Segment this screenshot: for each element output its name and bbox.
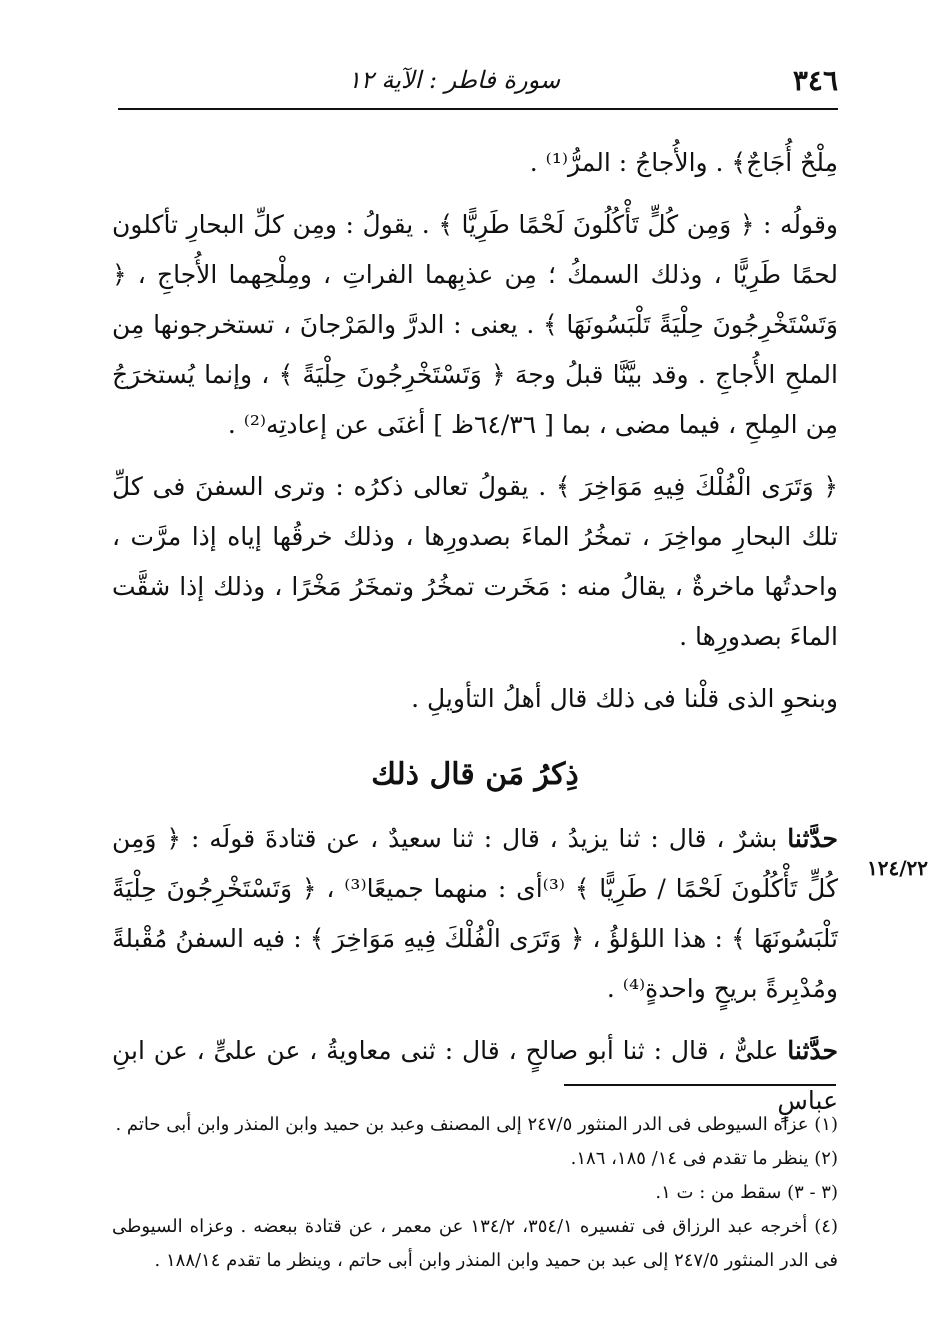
paragraph-5 <box>112 814 838 1014</box>
paragraph-1: مِلْحٌ أُجَاجٌ﴾ . والأُجاجُ : المرُّ⁽¹⁾ . <box>529 148 838 177</box>
footnote-4: (٤) أخرجه عبد الرزاق فى تفسيره ٣٥٤/١، ١٣٤/٢ عن معمر ، عن قتادة ببعضه . وعزاه السيوطى فى الدر المنثور ٢٤٧/٥ إلى عبد بن حميد وابن المنذر وابن أبى حاتم ، وينظر ما تقدم ١٨٨/١٤ . <box>112 1216 838 1271</box>
footnotes <box>112 1108 838 1278</box>
page-header <box>118 52 838 110</box>
paragraph-3: ﴿ وَتَرَى الْفُلْكَ فِيهِ مَوَاخِرَ ﴾ . يقولُ تعالى ذكرُه : وترى السفنَ فى كلِّ تلك البحارِ مواخِرَ ، تمخُرُ الماءَ بصدورِها ، وذلك خرقُها إياه إذا مرَّت ، واحدتُها ماخرةٌ ، يقالُ منه : مَخَرت تمخُرُ وتمخَرُ مَخْرًا ، وذلك إذا شقَّت الماءَ بصدورِها . <box>112 472 838 651</box>
paragraph-5-text: بشرٌ ، قال : ثنا يزيدُ ، قال : ثنا سعيدٌ ، عن قتادةَ قولَه : ﴿ وَمِن كُلٍّ تَأْكُلُونَ لَحْمًا / طَرِيًّا ﴾ ⁽³⁾أى : منهما جميعًا⁽³⁾ ، ﴿ وَتَسْتَخْرِجُونَ حِلْيَةً تَلْبَسُونَهَا ﴾ : هذا اللؤلؤُ ، ﴿ وَتَرَى الْفُلْكَ فِيهِ مَوَاخِرَ ﴾ : فيه السفنُ مُقْبلةً ومُدْبِرةً بريحٍ واحدةٍ⁽⁴⁾ . <box>112 824 838 1003</box>
footnote-separator <box>564 1084 836 1086</box>
margin-reference: ١٢٤/٢٢ <box>866 856 928 880</box>
paragraph-2: وقولُه : ﴿ وَمِن كُلٍّ تَأْكُلُونَ لَحْمًا طَرِيًّا ﴾ . يقولُ : ومِن كلِّ البحارِ تأكلون لحمًا طَرِيًّا ، وذلك السمكُ ؛ مِن عذبِهما الفراتِ ، ومِلْحِهما الأُجاجِ ، ﴿ وَتَسْتَخْرِجُونَ حِلْيَةً تَلْبَسُونَهَا ﴾ . يعنى : الدرَّ والمَرْجانَ ، تستخرجونها مِن الملحِ الأُجاجِ . وقد بيَّنَّا قبلُ وجهَ ﴿ وَتَسْتَخْرِجُونَ حِلْيَةً ﴾ ، وإنما يُستخرَجُ مِن المِلحِ ، فيما مضى ، بما [ ٦٤/٣٦ظ ] أغنَى عن إعادتِه⁽²⁾ . <box>112 210 838 439</box>
paragraph-4: وبنحوِ الذى قلْنا فى ذلك قال أهلُ التأويلِ . <box>411 684 838 713</box>
footnote-2: (٢) ينظر ما تقدم فى ١٤/ ١٨٥، ١٨٦. <box>570 1148 838 1169</box>
narration-lead: حدَّثنا <box>787 1036 838 1065</box>
section-heading: ذِكرُ مَن قال ذلك <box>371 757 579 792</box>
footnote-1: (١) عزاه السيوطى فى الدر المنثور ٢٤٧/٥ إلى المصنف وعبد بن حميد وابن المنذر وابن أبى حاتم . <box>115 1114 838 1135</box>
narration-lead: حدَّثنا <box>787 824 838 853</box>
paragraph-6-text: علىٌّ ، قال : ثنا أبو صالحٍ ، قال : ثنى معاويةُ ، عن علىٍّ ، عن ابنِ عباسٍ <box>112 1036 838 1115</box>
running-title: سورة فاطر : الآية ١٢ <box>348 66 561 94</box>
main-text <box>112 138 838 1138</box>
footnote-3: (٣ - ٣) سقط من : ت ١. <box>655 1182 838 1203</box>
page-number: ٣٤٦ <box>792 63 838 97</box>
